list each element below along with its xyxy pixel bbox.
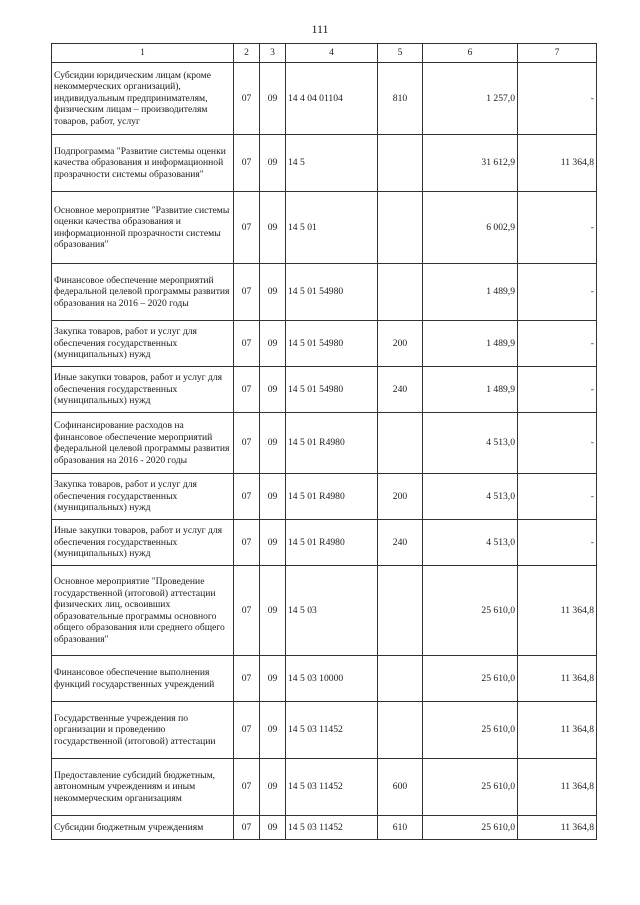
header-cell-2: 2 bbox=[234, 44, 260, 63]
amount-federal-cell: - bbox=[518, 321, 597, 367]
table-header-row bbox=[52, 44, 597, 63]
amount-cell: 4 513,0 bbox=[423, 520, 518, 566]
section-code-cell: 07 bbox=[234, 759, 260, 816]
item-name-cell: Субсидии юридическим лицам (кроме некоммерческих организаций), индивидуальным предпринимателям, физическим лицам – производителям товаров, работ, услуг bbox=[52, 63, 234, 135]
item-name-cell: Иные закупки товаров, работ и услуг для обеспечения государственных (муниципальных) нужд bbox=[52, 367, 234, 413]
subsection-code-cell: 09 bbox=[260, 192, 286, 264]
section-code-cell: 07 bbox=[234, 264, 260, 321]
section-code-cell: 07 bbox=[234, 474, 260, 520]
header-cell-4: 4 bbox=[286, 44, 378, 63]
expense-type-cell bbox=[378, 702, 423, 759]
table-row bbox=[52, 520, 597, 566]
section-code-cell: 07 bbox=[234, 816, 260, 840]
amount-cell: 25 610,0 bbox=[423, 816, 518, 840]
section-code-cell: 07 bbox=[234, 367, 260, 413]
table-row bbox=[52, 321, 597, 367]
header-cell-3: 3 bbox=[260, 44, 286, 63]
section-code-cell: 07 bbox=[234, 656, 260, 702]
expense-type-cell bbox=[378, 566, 423, 656]
expense-type-cell bbox=[378, 656, 423, 702]
amount-cell: 25 610,0 bbox=[423, 566, 518, 656]
item-name-cell: Государственные учреждения по организации и проведению государственной (итоговой) аттестации bbox=[52, 702, 234, 759]
amount-cell: 25 610,0 bbox=[423, 759, 518, 816]
item-name-cell: Основное мероприятие "Развитие системы оценки качества образования и информационной прозрачности системы образования" bbox=[52, 192, 234, 264]
amount-cell: 1 489,9 bbox=[423, 264, 518, 321]
subsection-code-cell: 09 bbox=[260, 759, 286, 816]
expense-type-cell: 240 bbox=[378, 367, 423, 413]
target-article-cell: 14 5 01 54980 bbox=[286, 367, 378, 413]
amount-cell: 4 513,0 bbox=[423, 413, 518, 474]
table-row bbox=[52, 656, 597, 702]
table-row bbox=[52, 759, 597, 816]
expense-type-cell: 240 bbox=[378, 520, 423, 566]
table-row bbox=[52, 566, 597, 656]
target-article-cell: 14 5 03 11452 bbox=[286, 702, 378, 759]
header-cell-5: 5 bbox=[378, 44, 423, 63]
section-code-cell: 07 bbox=[234, 63, 260, 135]
item-name-cell: Основное мероприятие "Проведение государственной (итоговой) аттестации физических лиц, освоивших образовательные программы основного общего образования или среднего общего образования" bbox=[52, 566, 234, 656]
amount-federal-cell: 11 364,8 bbox=[518, 566, 597, 656]
item-name-cell: Софинансирование расходов на финансовое обеспечение мероприятий федеральной целевой программы развития образования на 2016 - 2020 годы bbox=[52, 413, 234, 474]
budget-table bbox=[51, 43, 597, 840]
expense-type-cell: 810 bbox=[378, 63, 423, 135]
amount-federal-cell: 11 364,8 bbox=[518, 702, 597, 759]
item-name-cell: Закупка товаров, работ и услуг для обеспечения государственных (муниципальных) нужд bbox=[52, 474, 234, 520]
subsection-code-cell: 09 bbox=[260, 135, 286, 192]
table-row bbox=[52, 816, 597, 840]
table-row bbox=[52, 702, 597, 759]
amount-cell: 6 002,9 bbox=[423, 192, 518, 264]
target-article-cell: 14 5 bbox=[286, 135, 378, 192]
amount-cell: 1 257,0 bbox=[423, 63, 518, 135]
subsection-code-cell: 09 bbox=[260, 321, 286, 367]
target-article-cell: 14 5 03 11452 bbox=[286, 816, 378, 840]
target-article-cell: 14 5 01 R4980 bbox=[286, 520, 378, 566]
target-article-cell: 14 5 03 bbox=[286, 566, 378, 656]
section-code-cell: 07 bbox=[234, 413, 260, 474]
expense-type-cell: 200 bbox=[378, 474, 423, 520]
target-article-cell: 14 5 01 bbox=[286, 192, 378, 264]
amount-federal-cell: 11 364,8 bbox=[518, 135, 597, 192]
subsection-code-cell: 09 bbox=[260, 816, 286, 840]
subsection-code-cell: 09 bbox=[260, 367, 286, 413]
subsection-code-cell: 09 bbox=[260, 63, 286, 135]
page-number: 111 bbox=[311, 22, 329, 36]
table-row bbox=[52, 63, 597, 135]
amount-cell: 25 610,0 bbox=[423, 656, 518, 702]
table-row bbox=[52, 192, 597, 264]
section-code-cell: 07 bbox=[234, 702, 260, 759]
section-code-cell: 07 bbox=[234, 192, 260, 264]
target-article-cell: 14 4 04 01104 bbox=[286, 63, 378, 135]
expense-type-cell: 600 bbox=[378, 759, 423, 816]
item-name-cell: Подпрограмма "Развитие системы оценки качества образования и информационной прозрачности системы образования" bbox=[52, 135, 234, 192]
item-name-cell: Субсидии бюджетным учреждениям bbox=[52, 816, 234, 840]
item-name-cell: Финансовое обеспечение выполнения функций государственных учреждений bbox=[52, 656, 234, 702]
amount-federal-cell: 11 364,8 bbox=[518, 656, 597, 702]
target-article-cell: 14 5 03 10000 bbox=[286, 656, 378, 702]
amount-federal-cell: - bbox=[518, 520, 597, 566]
section-code-cell: 07 bbox=[234, 135, 260, 192]
table-row bbox=[52, 264, 597, 321]
subsection-code-cell: 09 bbox=[260, 474, 286, 520]
target-article-cell: 14 5 01 R4980 bbox=[286, 413, 378, 474]
expense-type-cell bbox=[378, 192, 423, 264]
expense-type-cell: 200 bbox=[378, 321, 423, 367]
target-article-cell: 14 5 03 11452 bbox=[286, 759, 378, 816]
section-code-cell: 07 bbox=[234, 520, 260, 566]
amount-cell: 4 513,0 bbox=[423, 474, 518, 520]
header-cell-1: 1 bbox=[52, 44, 234, 63]
header-cell-6: 6 bbox=[423, 44, 518, 63]
amount-federal-cell: - bbox=[518, 474, 597, 520]
target-article-cell: 14 5 01 54980 bbox=[286, 264, 378, 321]
amount-federal-cell: - bbox=[518, 367, 597, 413]
subsection-code-cell: 09 bbox=[260, 656, 286, 702]
section-code-cell: 07 bbox=[234, 566, 260, 656]
amount-federal-cell: - bbox=[518, 413, 597, 474]
subsection-code-cell: 09 bbox=[260, 264, 286, 321]
item-name-cell: Закупка товаров, работ и услуг для обеспечения государственных (муниципальных) нужд bbox=[52, 321, 234, 367]
amount-cell: 25 610,0 bbox=[423, 702, 518, 759]
amount-federal-cell: - bbox=[518, 63, 597, 135]
amount-federal-cell: 11 364,8 bbox=[518, 759, 597, 816]
section-code-cell: 07 bbox=[234, 321, 260, 367]
target-article-cell: 14 5 01 R4980 bbox=[286, 474, 378, 520]
header-cell-7: 7 bbox=[518, 44, 597, 63]
item-name-cell: Финансовое обеспечение мероприятий федеральной целевой программы развития образования на 2016 – 2020 годы bbox=[52, 264, 234, 321]
expense-type-cell bbox=[378, 264, 423, 321]
table-row bbox=[52, 413, 597, 474]
amount-cell: 1 489,9 bbox=[423, 367, 518, 413]
item-name-cell: Предоставление субсидий бюджетным, автономным учреждениям и иным некоммерческим организациям bbox=[52, 759, 234, 816]
expense-type-cell: 610 bbox=[378, 816, 423, 840]
table-row bbox=[52, 135, 597, 192]
amount-cell: 31 612,9 bbox=[423, 135, 518, 192]
subsection-code-cell: 09 bbox=[260, 520, 286, 566]
item-name-cell: Иные закупки товаров, работ и услуг для обеспечения государственных (муниципальных) нужд bbox=[52, 520, 234, 566]
table-row bbox=[52, 367, 597, 413]
amount-federal-cell: - bbox=[518, 192, 597, 264]
target-article-cell: 14 5 01 54980 bbox=[286, 321, 378, 367]
expense-type-cell bbox=[378, 413, 423, 474]
amount-federal-cell: 11 364,8 bbox=[518, 816, 597, 840]
subsection-code-cell: 09 bbox=[260, 566, 286, 656]
subsection-code-cell: 09 bbox=[260, 413, 286, 474]
subsection-code-cell: 09 bbox=[260, 702, 286, 759]
amount-cell: 1 489,9 bbox=[423, 321, 518, 367]
expense-type-cell bbox=[378, 135, 423, 192]
table-row bbox=[52, 474, 597, 520]
amount-federal-cell: - bbox=[518, 264, 597, 321]
